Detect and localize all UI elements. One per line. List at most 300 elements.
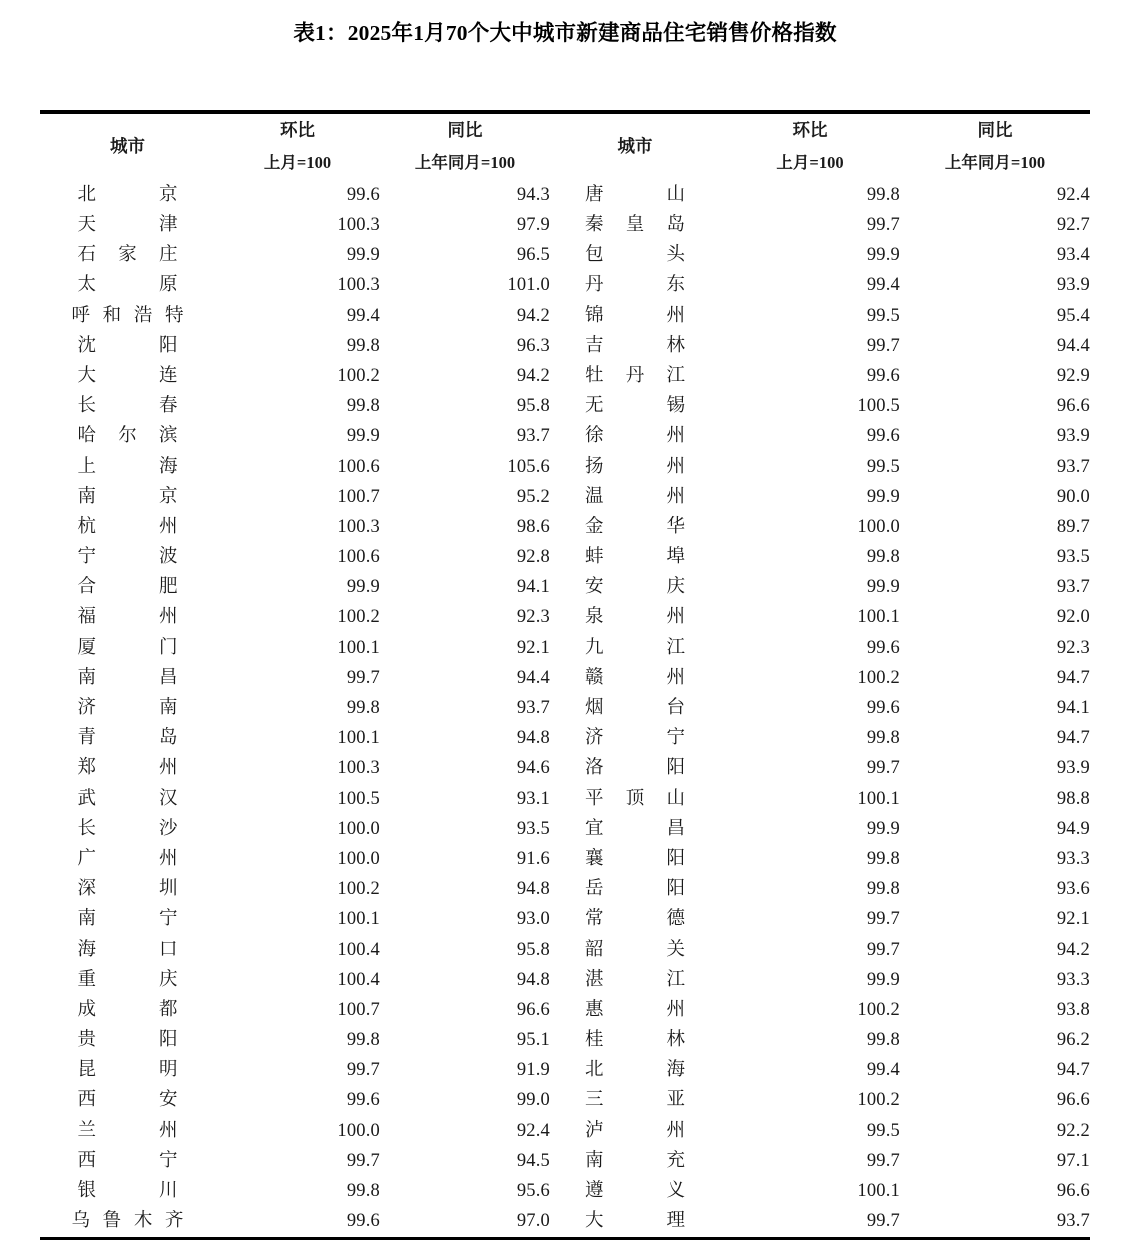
cell-city-left bbox=[40, 452, 215, 482]
header-city-left: 城市 bbox=[110, 136, 145, 157]
cell-city-left bbox=[40, 995, 215, 1025]
cell-mom-left: 100.3 bbox=[337, 215, 380, 236]
cell-yoy-left: 96.6 bbox=[516, 999, 550, 1020]
cell-yoy-left: 93.1 bbox=[516, 788, 550, 809]
city-name: 烟台 bbox=[585, 698, 685, 719]
cell-city-right bbox=[550, 180, 720, 210]
city-name: 大连 bbox=[77, 365, 178, 386]
table-row bbox=[40, 361, 1090, 391]
city-name: 太原 bbox=[77, 275, 178, 296]
cell-yoy-right: 94.9 bbox=[1056, 818, 1090, 839]
cell-city-left bbox=[40, 301, 215, 331]
table-row bbox=[40, 240, 1090, 270]
cell-city-right bbox=[550, 1025, 720, 1055]
cell-yoy-right: 92.9 bbox=[1056, 365, 1090, 386]
cell-mom-left: 99.8 bbox=[346, 396, 380, 417]
city-name: 北海 bbox=[585, 1060, 685, 1081]
cell-yoy-left: 97.0 bbox=[516, 1211, 550, 1232]
cell-yoy-right: 93.4 bbox=[1056, 245, 1090, 266]
cell-mom-left: 99.6 bbox=[346, 1211, 380, 1232]
city-name: 南宁 bbox=[77, 909, 178, 930]
price-index-table bbox=[40, 114, 1090, 1237]
cell-city-left bbox=[40, 331, 215, 361]
cell-mom-left: 99.8 bbox=[346, 1030, 380, 1051]
cell-yoy-left: 94.6 bbox=[516, 758, 550, 779]
table-row bbox=[40, 482, 1090, 512]
cell-yoy-right: 97.1 bbox=[1056, 1150, 1090, 1171]
cell-mom-left: 99.6 bbox=[346, 184, 380, 205]
cell-mom-left: 99.9 bbox=[346, 426, 380, 447]
cell-mom-right: 99.5 bbox=[866, 456, 900, 477]
cell-yoy-left: 92.4 bbox=[516, 1120, 550, 1141]
city-name: 西宁 bbox=[77, 1150, 178, 1171]
city-name: 北京 bbox=[77, 184, 178, 205]
cell-city-left bbox=[40, 542, 215, 572]
cell-mom-right: 99.9 bbox=[866, 245, 900, 266]
cell-yoy-right: 93.5 bbox=[1056, 547, 1090, 568]
header-mom-right: 环比 bbox=[792, 119, 828, 140]
city-name: 安庆 bbox=[585, 577, 685, 598]
city-name: 泸州 bbox=[585, 1120, 685, 1141]
table-row bbox=[40, 422, 1090, 452]
cell-mom-right: 99.9 bbox=[866, 486, 900, 507]
cell-yoy-right: 93.7 bbox=[1056, 1211, 1090, 1232]
cell-city-left bbox=[40, 633, 215, 663]
cell-yoy-left: 94.1 bbox=[516, 577, 550, 598]
cell-mom-left: 100.0 bbox=[337, 818, 380, 839]
cell-mom-right: 99.7 bbox=[866, 939, 900, 960]
cell-yoy-left: 101.0 bbox=[507, 275, 550, 296]
city-name: 福州 bbox=[77, 607, 178, 628]
city-name: 徐州 bbox=[585, 426, 685, 447]
table-row bbox=[40, 754, 1090, 784]
cell-mom-left: 100.2 bbox=[337, 607, 380, 628]
cell-city-left bbox=[40, 1025, 215, 1055]
cell-city-left bbox=[40, 482, 215, 512]
cell-mom-left: 100.4 bbox=[337, 969, 380, 990]
cell-city-left bbox=[40, 874, 215, 904]
city-name: 泉州 bbox=[585, 607, 685, 628]
city-name: 三亚 bbox=[585, 1090, 685, 1111]
cell-yoy-right: 94.4 bbox=[1056, 335, 1090, 356]
cell-city-right bbox=[550, 995, 720, 1025]
cell-mom-right: 100.2 bbox=[857, 667, 900, 688]
city-name: 合肥 bbox=[77, 577, 178, 598]
cell-yoy-right: 93.6 bbox=[1056, 879, 1090, 900]
cell-yoy-left: 94.2 bbox=[516, 305, 550, 326]
cell-mom-right: 99.6 bbox=[866, 426, 900, 447]
cell-mom-right: 99.4 bbox=[866, 1060, 900, 1081]
cell-city-right bbox=[550, 935, 720, 965]
cell-mom-right: 99.9 bbox=[866, 577, 900, 598]
city-name: 金华 bbox=[585, 516, 685, 537]
cell-yoy-left: 93.0 bbox=[516, 909, 550, 930]
table-header bbox=[40, 114, 1090, 180]
cell-mom-right: 99.5 bbox=[866, 1120, 900, 1141]
table-row bbox=[40, 1176, 1090, 1206]
city-name: 包头 bbox=[585, 245, 685, 266]
cell-yoy-left: 96.3 bbox=[516, 335, 550, 356]
city-name: 杭州 bbox=[77, 516, 178, 537]
city-name: 大理 bbox=[585, 1211, 685, 1232]
cell-mom-left: 99.8 bbox=[346, 1181, 380, 1202]
cell-yoy-right: 93.3 bbox=[1056, 969, 1090, 990]
cell-yoy-right: 93.9 bbox=[1056, 426, 1090, 447]
cell-yoy-left: 92.3 bbox=[516, 607, 550, 628]
city-name: 南充 bbox=[585, 1150, 685, 1171]
cell-mom-left: 99.9 bbox=[346, 577, 380, 598]
cell-city-right bbox=[550, 301, 720, 331]
cell-city-left bbox=[40, 814, 215, 844]
city-name: 赣州 bbox=[585, 667, 685, 688]
city-name: 平顶山 bbox=[585, 788, 685, 809]
city-name: 宁波 bbox=[77, 547, 178, 568]
cell-city-right bbox=[550, 1176, 720, 1206]
cell-yoy-left: 94.4 bbox=[516, 667, 550, 688]
cell-mom-right: 99.7 bbox=[866, 909, 900, 930]
cell-city-right bbox=[550, 603, 720, 633]
city-name: 韶关 bbox=[585, 939, 685, 960]
cell-city-right bbox=[550, 1146, 720, 1176]
cell-mom-right: 99.8 bbox=[866, 879, 900, 900]
table-row bbox=[40, 271, 1090, 301]
cell-city-right bbox=[550, 784, 720, 814]
cell-mom-right: 99.8 bbox=[866, 728, 900, 749]
cell-yoy-right: 94.7 bbox=[1056, 728, 1090, 749]
cell-mom-right: 99.7 bbox=[866, 1211, 900, 1232]
city-name: 西安 bbox=[77, 1090, 178, 1111]
cell-mom-right: 99.6 bbox=[866, 365, 900, 386]
cell-yoy-right: 95.4 bbox=[1056, 305, 1090, 326]
table-row bbox=[40, 814, 1090, 844]
cell-mom-left: 100.7 bbox=[337, 999, 380, 1020]
table-row bbox=[40, 210, 1090, 240]
table-row bbox=[40, 784, 1090, 814]
cell-city-left bbox=[40, 754, 215, 784]
city-name: 沈阳 bbox=[77, 335, 178, 356]
table-row bbox=[40, 874, 1090, 904]
city-name: 牡丹江 bbox=[585, 365, 685, 386]
cell-yoy-right: 94.2 bbox=[1056, 939, 1090, 960]
cell-mom-left: 100.4 bbox=[337, 939, 380, 960]
cell-city-right bbox=[550, 1206, 720, 1236]
table-row bbox=[40, 1055, 1090, 1085]
cell-city-left bbox=[40, 361, 215, 391]
cell-mom-right: 99.7 bbox=[866, 758, 900, 779]
header-yoy-base-right: 上年同月=100 bbox=[944, 153, 1046, 173]
cell-mom-right: 99.9 bbox=[866, 818, 900, 839]
cell-mom-left: 99.6 bbox=[346, 1090, 380, 1111]
cell-mom-right: 100.1 bbox=[857, 788, 900, 809]
cell-mom-left: 100.7 bbox=[337, 486, 380, 507]
table-row bbox=[40, 663, 1090, 693]
cell-city-right bbox=[550, 814, 720, 844]
cell-yoy-left: 95.8 bbox=[516, 396, 550, 417]
city-name: 桂林 bbox=[585, 1030, 685, 1051]
cell-city-left bbox=[40, 1055, 215, 1085]
city-name: 丹东 bbox=[585, 275, 685, 296]
cell-city-left bbox=[40, 603, 215, 633]
cell-mom-right: 99.8 bbox=[866, 848, 900, 869]
table-row bbox=[40, 844, 1090, 874]
table-row bbox=[40, 512, 1090, 542]
city-name: 重庆 bbox=[77, 969, 178, 990]
cell-mom-right: 100.2 bbox=[857, 1090, 900, 1111]
header-mom-base-right: 上月=100 bbox=[776, 153, 844, 173]
header-mom-left: 环比 bbox=[280, 119, 315, 140]
cell-yoy-left: 95.6 bbox=[516, 1181, 550, 1202]
city-name: 呼和浩特 bbox=[71, 305, 184, 326]
cell-mom-left: 100.0 bbox=[337, 848, 380, 869]
cell-yoy-right: 94.7 bbox=[1056, 667, 1090, 688]
table-body bbox=[40, 180, 1090, 1237]
cell-city-right bbox=[550, 1116, 720, 1146]
cell-yoy-right: 93.3 bbox=[1056, 848, 1090, 869]
cell-yoy-right: 92.4 bbox=[1056, 184, 1090, 205]
cell-city-left bbox=[40, 240, 215, 270]
city-name: 常德 bbox=[585, 909, 685, 930]
city-name: 兰州 bbox=[77, 1120, 178, 1141]
city-name: 襄阳 bbox=[585, 848, 685, 869]
cell-yoy-left: 96.5 bbox=[516, 245, 550, 266]
cell-yoy-left: 94.3 bbox=[516, 184, 550, 205]
cell-city-left bbox=[40, 572, 215, 602]
city-name: 哈尔滨 bbox=[77, 426, 178, 447]
cell-yoy-left: 93.7 bbox=[516, 698, 550, 719]
cell-city-left bbox=[40, 271, 215, 301]
city-name: 蚌埠 bbox=[585, 547, 685, 568]
cell-city-left bbox=[40, 723, 215, 753]
table-row bbox=[40, 723, 1090, 753]
city-name: 武汉 bbox=[77, 788, 178, 809]
cell-yoy-left: 92.1 bbox=[516, 637, 550, 658]
cell-city-right bbox=[550, 482, 720, 512]
city-name: 郑州 bbox=[77, 758, 178, 779]
cell-yoy-right: 93.8 bbox=[1056, 999, 1090, 1020]
cell-yoy-left: 92.8 bbox=[516, 547, 550, 568]
city-name: 扬州 bbox=[585, 456, 685, 477]
table-row bbox=[40, 391, 1090, 421]
city-name: 天津 bbox=[77, 215, 178, 236]
table-row bbox=[40, 331, 1090, 361]
city-name: 南昌 bbox=[77, 667, 178, 688]
table-row bbox=[40, 603, 1090, 633]
city-name: 湛江 bbox=[585, 969, 685, 990]
cell-mom-left: 100.1 bbox=[337, 909, 380, 930]
city-name: 广州 bbox=[77, 848, 178, 869]
city-name: 济宁 bbox=[585, 728, 685, 749]
city-name: 惠州 bbox=[585, 999, 685, 1020]
header-mom-base-left: 上月=100 bbox=[263, 153, 332, 173]
cell-city-left bbox=[40, 1206, 215, 1236]
header-yoy-right: 同比 bbox=[977, 119, 1013, 140]
cell-mom-left: 100.6 bbox=[337, 456, 380, 477]
cell-mom-left: 100.3 bbox=[337, 516, 380, 537]
table-row bbox=[40, 572, 1090, 602]
table-row bbox=[40, 905, 1090, 935]
city-name: 温州 bbox=[585, 486, 685, 507]
table-row bbox=[40, 1206, 1090, 1236]
cell-mom-left: 99.9 bbox=[346, 245, 380, 266]
table-row bbox=[40, 1116, 1090, 1146]
cell-mom-left: 99.7 bbox=[346, 1060, 380, 1081]
cell-yoy-right: 92.1 bbox=[1056, 909, 1090, 930]
cell-city-right bbox=[550, 210, 720, 240]
city-name: 昆明 bbox=[77, 1060, 178, 1081]
cell-city-right bbox=[550, 844, 720, 874]
cell-mom-left: 100.5 bbox=[337, 788, 380, 809]
cell-mom-right: 99.4 bbox=[866, 275, 900, 296]
cell-city-right bbox=[550, 723, 720, 753]
table-row bbox=[40, 452, 1090, 482]
cell-city-left bbox=[40, 784, 215, 814]
cell-city-right bbox=[550, 391, 720, 421]
city-name: 上海 bbox=[77, 456, 178, 477]
table-row bbox=[40, 935, 1090, 965]
city-name: 青岛 bbox=[77, 728, 178, 749]
table-row bbox=[40, 693, 1090, 723]
cell-yoy-right: 94.7 bbox=[1056, 1060, 1090, 1081]
cell-yoy-right: 96.2 bbox=[1056, 1030, 1090, 1051]
cell-mom-left: 99.8 bbox=[346, 698, 380, 719]
cell-mom-left: 99.4 bbox=[346, 305, 380, 326]
table-row bbox=[40, 301, 1090, 331]
cell-city-left bbox=[40, 935, 215, 965]
cell-city-right bbox=[550, 422, 720, 452]
cell-city-right bbox=[550, 1086, 720, 1116]
cell-yoy-right: 96.6 bbox=[1056, 1181, 1090, 1202]
cell-city-right bbox=[550, 271, 720, 301]
cell-city-left bbox=[40, 180, 215, 210]
cell-yoy-right: 92.3 bbox=[1056, 637, 1090, 658]
cell-yoy-left: 95.1 bbox=[516, 1030, 550, 1051]
city-name: 成都 bbox=[77, 999, 178, 1020]
city-name: 秦皇岛 bbox=[585, 215, 685, 236]
cell-city-left bbox=[40, 844, 215, 874]
cell-yoy-right: 93.9 bbox=[1056, 758, 1090, 779]
header-yoy-left: 同比 bbox=[447, 119, 483, 140]
city-name: 南京 bbox=[77, 486, 178, 507]
cell-yoy-left: 91.9 bbox=[516, 1060, 550, 1081]
cell-mom-right: 99.8 bbox=[866, 547, 900, 568]
table-row bbox=[40, 1086, 1090, 1116]
cell-yoy-right: 90.0 bbox=[1056, 486, 1090, 507]
cell-mom-left: 99.7 bbox=[346, 1150, 380, 1171]
city-name: 贵阳 bbox=[77, 1030, 178, 1051]
cell-mom-left: 99.7 bbox=[346, 667, 380, 688]
cell-city-left bbox=[40, 1086, 215, 1116]
table-row bbox=[40, 542, 1090, 572]
cell-yoy-left: 93.5 bbox=[516, 818, 550, 839]
cell-mom-right: 100.5 bbox=[857, 396, 900, 417]
cell-city-left bbox=[40, 1146, 215, 1176]
cell-yoy-right: 92.7 bbox=[1056, 215, 1090, 236]
city-name: 乌鲁木齐 bbox=[71, 1211, 184, 1232]
cell-mom-right: 99.7 bbox=[866, 335, 900, 356]
cell-city-right bbox=[550, 633, 720, 663]
cell-city-left bbox=[40, 512, 215, 542]
cell-mom-left: 100.3 bbox=[337, 275, 380, 296]
cell-mom-right: 99.7 bbox=[866, 1150, 900, 1171]
cell-mom-right: 99.6 bbox=[866, 698, 900, 719]
header-row-primary bbox=[40, 114, 1090, 147]
cell-city-right bbox=[550, 512, 720, 542]
city-name: 吉林 bbox=[585, 335, 685, 356]
cell-mom-right: 100.2 bbox=[857, 999, 900, 1020]
table-row bbox=[40, 1025, 1090, 1055]
cell-yoy-right: 93.7 bbox=[1056, 456, 1090, 477]
table-row bbox=[40, 995, 1090, 1025]
cell-city-left bbox=[40, 905, 215, 935]
cell-mom-right: 99.9 bbox=[866, 969, 900, 990]
cell-city-right bbox=[550, 240, 720, 270]
cell-yoy-left: 98.6 bbox=[516, 516, 550, 537]
cell-yoy-right: 89.7 bbox=[1056, 516, 1090, 537]
table-row bbox=[40, 180, 1090, 210]
cell-city-right bbox=[550, 361, 720, 391]
city-name: 宜昌 bbox=[585, 818, 685, 839]
cell-mom-right: 100.1 bbox=[857, 607, 900, 628]
cell-city-right bbox=[550, 663, 720, 693]
city-name: 深圳 bbox=[77, 879, 178, 900]
city-name: 无锡 bbox=[585, 396, 685, 417]
cell-yoy-left: 94.8 bbox=[516, 969, 550, 990]
cell-mom-right: 99.7 bbox=[866, 215, 900, 236]
cell-city-right bbox=[550, 905, 720, 935]
cell-mom-left: 100.0 bbox=[337, 1120, 380, 1141]
cell-city-right bbox=[550, 874, 720, 904]
cell-yoy-right: 96.6 bbox=[1056, 396, 1090, 417]
cell-yoy-left: 94.2 bbox=[516, 365, 550, 386]
cell-city-right bbox=[550, 542, 720, 572]
city-name: 银川 bbox=[77, 1181, 178, 1202]
city-name: 石家庄 bbox=[77, 245, 178, 266]
table-row bbox=[40, 965, 1090, 995]
cell-city-left bbox=[40, 1176, 215, 1206]
cell-mom-left: 99.8 bbox=[346, 335, 380, 356]
cell-yoy-left: 91.6 bbox=[516, 848, 550, 869]
cell-city-left bbox=[40, 422, 215, 452]
city-name: 长春 bbox=[77, 396, 178, 417]
table-row bbox=[40, 633, 1090, 663]
cell-mom-right: 99.8 bbox=[866, 184, 900, 205]
cell-mom-left: 100.3 bbox=[337, 758, 380, 779]
cell-city-left bbox=[40, 965, 215, 995]
cell-yoy-right: 96.6 bbox=[1056, 1090, 1090, 1111]
cell-city-right bbox=[550, 452, 720, 482]
city-name: 锦州 bbox=[585, 305, 685, 326]
cell-city-right bbox=[550, 1055, 720, 1085]
cell-yoy-right: 94.1 bbox=[1056, 698, 1090, 719]
cell-city-right bbox=[550, 693, 720, 723]
cell-yoy-left: 93.7 bbox=[516, 426, 550, 447]
cell-yoy-left: 99.0 bbox=[516, 1090, 550, 1111]
cell-mom-left: 100.1 bbox=[337, 728, 380, 749]
cell-mom-right: 100.1 bbox=[857, 1181, 900, 1202]
city-name: 济南 bbox=[77, 698, 178, 719]
cell-mom-left: 100.2 bbox=[337, 879, 380, 900]
city-name: 岳阳 bbox=[585, 879, 685, 900]
cell-mom-left: 100.6 bbox=[337, 547, 380, 568]
cell-mom-right: 99.6 bbox=[866, 637, 900, 658]
cell-mom-right: 99.5 bbox=[866, 305, 900, 326]
cell-city-left bbox=[40, 663, 215, 693]
city-name: 九江 bbox=[585, 637, 685, 658]
cell-city-right bbox=[550, 965, 720, 995]
cell-city-left bbox=[40, 210, 215, 240]
table-row bbox=[40, 1146, 1090, 1176]
cell-city-left bbox=[40, 1116, 215, 1146]
